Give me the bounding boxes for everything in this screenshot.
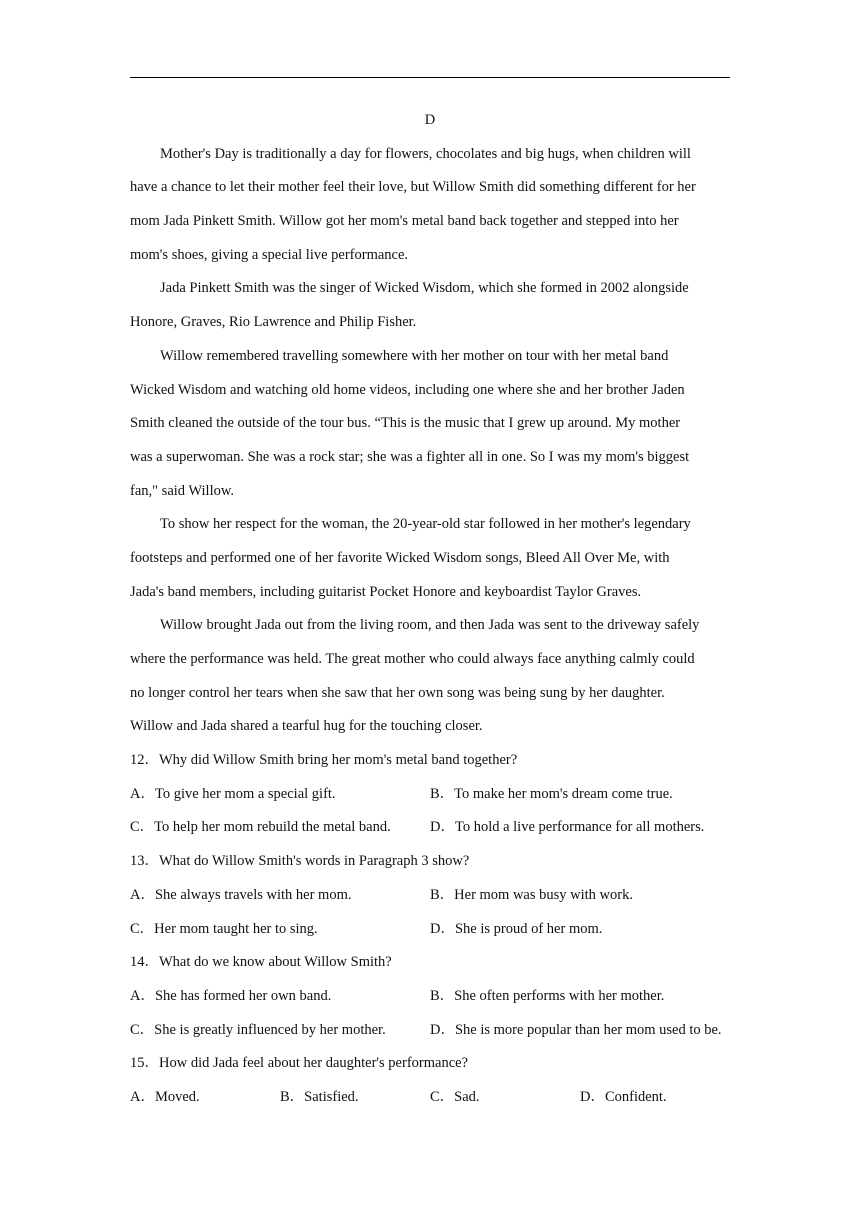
paragraph-1 [130,138,730,273]
option-b[interactable]: B．Satisfied. [280,1088,359,1105]
option-d[interactable]: D．She is proud of her mom. [430,920,603,937]
option-c[interactable]: C．To help her mom rebuild the metal band. [130,819,391,836]
option-d[interactable]: D．Confident. [580,1088,667,1105]
paragraph-line: no longer control her tears when she saw that her own song was being sung by her daughter. [130,684,665,701]
paragraph-line: was a superwoman. She was a rock star; she was a fighter all in one. So I was my mom's biggest [130,448,690,465]
paragraph-line: mom's shoes, giving a special live performance. [130,246,409,263]
paragraph-line: Willow brought Jada out from the living room, and then Jada was sent to the driveway safely [160,617,700,634]
option-row [130,1081,730,1115]
option-row [130,811,730,845]
paragraph-line: mom Jada Pinkett Smith. Willow got her mom's metal band back together and stepped into her [130,213,679,230]
paragraph-5 [130,609,730,744]
option-d[interactable]: D．To hold a live performance for all mothers. [430,819,705,836]
paragraph-3 [130,340,730,508]
question-13 [130,845,730,946]
question-stem: 12．Why did Willow Smith bring her mom's metal band together? [130,752,518,769]
paragraph-2 [130,272,730,339]
option-a[interactable]: A．She has formed her own band. [130,987,332,1004]
question-stem: 15．How did Jada feel about her daughter's performance? [130,1055,468,1072]
option-c[interactable]: C．She is greatly influenced by her mother. [130,1021,386,1038]
paragraph-line: Willow and Jada shared a tearful hug for the touching closer. [130,718,483,735]
option-row [130,778,730,812]
section-label: D [424,112,436,128]
question-stem: 13．What do Willow Smith's words in Paragraph 3 show? [130,853,470,870]
paragraph-line: To show her respect for the woman, the 20-year-old star followed in her mother's legendary [160,516,691,533]
option-row [130,1014,730,1048]
option-row [130,913,730,947]
paragraph-line: footsteps and performed one of her favorite Wicked Wisdom songs, Bleed All Over Me, with [130,549,670,566]
option-b[interactable]: B．Her mom was busy with work. [430,886,633,903]
option-a[interactable]: A．To give her mom a special gift. [130,785,336,802]
question-15 [130,1047,730,1114]
paragraph-line: fan," said Willow. [130,482,234,499]
option-c[interactable]: C．Sad. [430,1088,480,1105]
paragraph-line: Honore, Graves, Rio Lawrence and Philip Fisher. [130,314,417,331]
paragraph-line: Jada's band members, including guitarist Pocket Honore and keyboardist Taylor Graves. [130,583,642,600]
header-rule [130,77,730,78]
paragraph-line: Jada Pinkett Smith was the singer of Wicked Wisdom, which she formed in 2002 alongside [160,280,689,297]
option-c[interactable]: C．Her mom taught her to sing. [130,920,318,937]
option-a[interactable]: A．She always travels with her mom. [130,886,352,903]
option-row [130,980,730,1014]
paragraph-4 [130,508,730,609]
option-b[interactable]: B．She often performs with her mother. [430,987,665,1004]
question-12 [130,744,730,845]
document-page [130,104,730,1115]
question-stem: 14．What do we know about Willow Smith? [130,954,392,971]
paragraph-line: Smith cleaned the outside of the tour bus. “This is the music that I grew up around. My mother [130,415,681,432]
paragraph-line: have a chance to let their mother feel their love, but Willow Smith did something different for her [130,179,696,196]
paragraph-line: Mother's Day is traditionally a day for flowers, chocolates and big hugs, when children will [160,145,691,162]
question-14 [130,946,730,1047]
option-d[interactable]: D．She is more popular than her mom used to be. [430,1021,722,1038]
paragraph-line: Willow remembered travelling somewhere with her mother on tour with her metal band [160,347,669,364]
paragraph-line: Wicked Wisdom and watching old home videos, including one where she and her brother Jaden [130,381,685,398]
option-b[interactable]: B．To make her mom's dream come true. [430,785,673,802]
option-row [130,879,730,913]
paragraph-line: where the performance was held. The great mother who could always face anything calmly could [130,651,695,667]
option-a[interactable]: A．Moved. [130,1088,200,1105]
